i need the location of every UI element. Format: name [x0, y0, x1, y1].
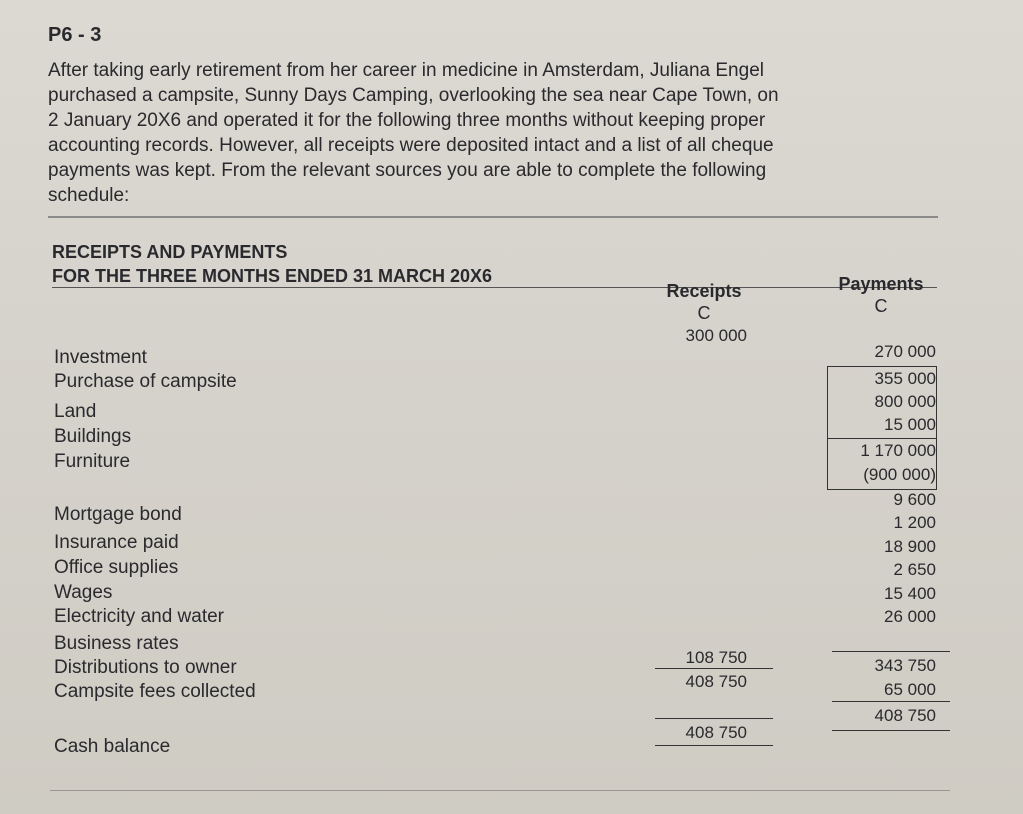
receipts-currency-unit: C: [697, 303, 711, 323]
row-label-office: Office supplies: [54, 557, 179, 578]
row-label-buildings: Buildings: [54, 426, 132, 447]
intro-line: schedule:: [48, 185, 130, 206]
receipts-total-bottom-rule: [655, 745, 773, 746]
table-title-rule: [52, 287, 937, 288]
row-label-wages: Wages: [54, 582, 113, 603]
row-label-cash: Cash balance: [54, 736, 171, 757]
row-label-insurance: Insurance paid: [54, 532, 179, 553]
intro-line: 2 January 20X6 and operated it for the following three months without keeping proper: [48, 110, 766, 131]
intro-line: purchased a campsite, Sunny Days Camping, overlooking the sea near Cape Town, on: [48, 85, 779, 106]
row-label-mortgage: Mortgage bond: [54, 504, 182, 525]
intro-line: accounting records. However, all receipts were deposited intact and a list of all cheque: [48, 135, 774, 156]
payments-value-row11: 15 400: [884, 584, 936, 603]
problem-description: [48, 58, 928, 208]
payments-subtotal-rule: [832, 651, 950, 652]
receipts-value-subtotal: 408 750: [685, 672, 747, 691]
payments-heading-label: Payments: [838, 274, 924, 294]
receipts-column-heading: [654, 280, 754, 324]
payments-currency-unit: C: [874, 296, 888, 316]
payments-value-row9: 18 900: [884, 537, 936, 556]
payments-total-bottom-rule: [832, 730, 950, 731]
row-label-furniture: Furniture: [54, 451, 131, 472]
payments-value-total: 408 750: [874, 706, 936, 725]
receipts-value-fees: 108 750: [685, 648, 747, 667]
intro-line: payments was kept. From the relevant sources you are able to complete the following: [48, 160, 767, 181]
problem-heading: P6 - 3: [48, 24, 102, 46]
payments-total-top-rule: [832, 701, 950, 702]
row-label-investment: Investment: [54, 347, 147, 368]
section-divider: [48, 216, 938, 218]
payments-value-row3: 800 000: [874, 392, 936, 411]
payments-value-row2: 355 000: [874, 369, 936, 388]
payments-value-row1: 270 000: [874, 342, 936, 361]
receipts-value-investment: 300 000: [685, 326, 747, 345]
campsite-purchase-box-divider: [827, 438, 937, 439]
payments-value-row10: 2 650: [893, 560, 936, 579]
receipts-subtotal-rule: [655, 668, 773, 669]
payments-value-subtotal: 343 750: [874, 656, 936, 675]
table-title-line: FOR THE THREE MONTHS ENDED 31 MARCH 20X6: [52, 266, 493, 286]
page-bottom-rule: [50, 790, 950, 791]
row-label-fees: Campsite fees collected: [54, 681, 256, 702]
row-label-land: Land: [54, 401, 97, 422]
row-label-distributions: Distributions to owner: [54, 657, 237, 678]
payments-value-row6: (900 000): [863, 465, 936, 484]
row-label-purchase: Purchase of campsite: [54, 371, 237, 392]
payments-value-row5: 1 170 000: [860, 441, 936, 460]
receipts-value-total: 408 750: [685, 723, 747, 742]
payments-value-cash: 65 000: [884, 680, 936, 699]
payments-value-row12: 26 000: [884, 607, 936, 626]
payments-value-row4: 15 000: [884, 415, 936, 434]
receipts-total-top-rule: [655, 718, 773, 719]
receipts-heading-label: Receipts: [666, 281, 742, 301]
table-title: [52, 240, 492, 288]
intro-line: After taking early retirement from her career in medicine in Amsterdam, Juliana Engel: [48, 60, 764, 81]
payments-value-row7: 9 600: [893, 490, 936, 509]
payments-value-row8: 1 200: [893, 513, 936, 532]
table-title-line: RECEIPTS AND PAYMENTS: [52, 242, 288, 262]
payments-column-heading: [826, 273, 936, 317]
row-label-rates: Business rates: [54, 633, 179, 654]
row-label-electricity: Electricity and water: [54, 606, 225, 627]
